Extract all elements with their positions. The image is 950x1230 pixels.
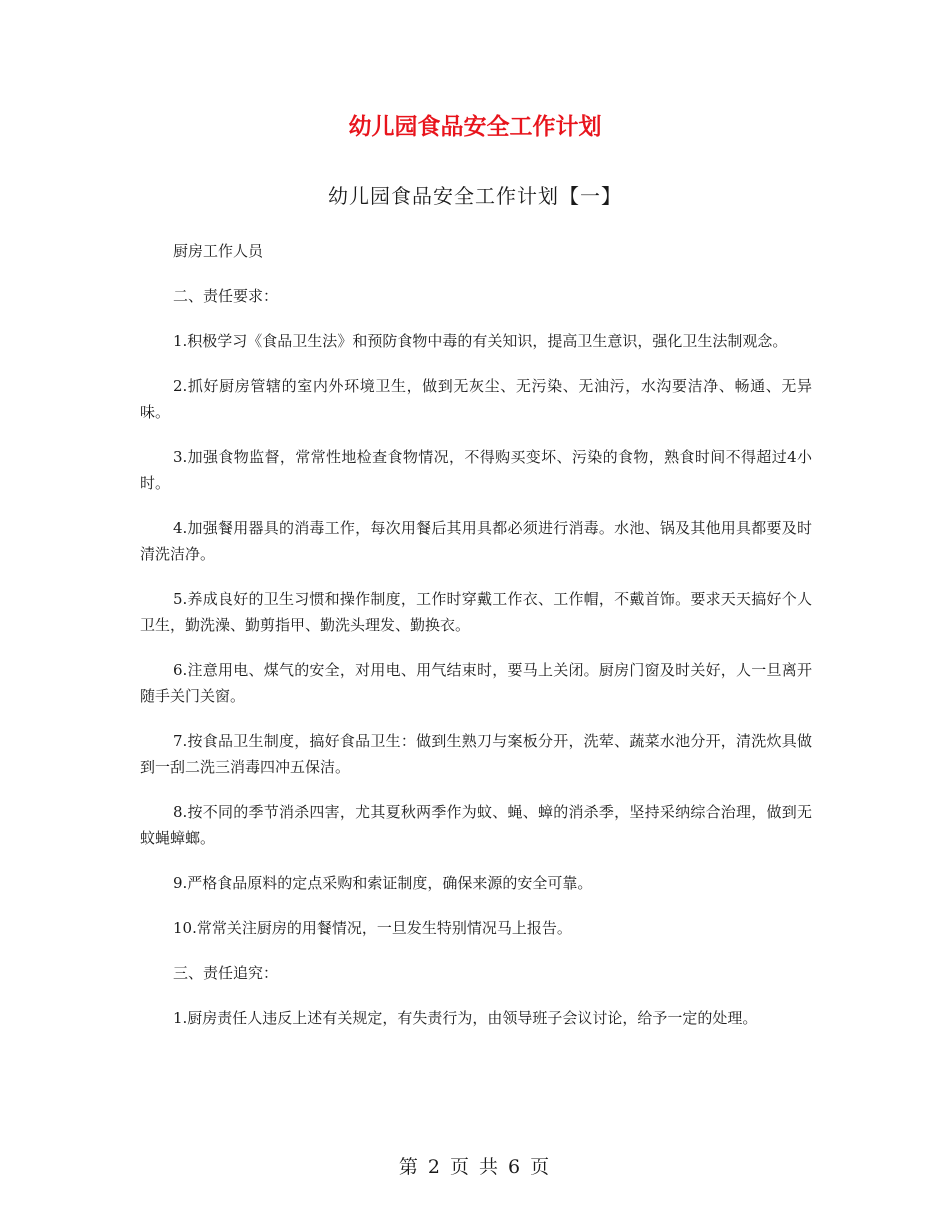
paragraph: 1.厨房责任人违反上述有关规定，有失责行为，由领导班子会议讨论，给予一定的处理。 (173, 1009, 758, 1027)
page-number-footer: 第 2 页 共 6 页 (398, 1156, 552, 1178)
paragraph: 二、责任要求： (173, 287, 279, 305)
section-title: 幼儿园食品安全工作计划【一】 (328, 184, 622, 208)
paragraph: 6.注意用电、煤气的安全，对用电、用气结束时，要马上关闭。厨房门窗及时关好，人一旦离开随手关门关窗。 (140, 661, 812, 705)
paragraph: 10.常常关注厨房的用餐情况，一旦发生特别情况马上报告。 (173, 919, 572, 937)
document-body (140, 238, 812, 1050)
paragraph: 9.严格食品原料的定点采购和索证制度，确保来源的安全可靠。 (173, 874, 593, 892)
document-title: 幼儿园食品安全工作计划 (348, 114, 602, 140)
paragraph: 2.抓好厨房管辖的室内外环境卫生，做到无灰尘、无污染、无油污，水沟要洁净、畅通、无异味。 (140, 377, 812, 421)
paragraph: 3.加强食物监督，常常性地检查食物情况，不得购买变坏、污染的食物，熟食时间不得超过4小时。 (140, 448, 812, 492)
paragraph: 4.加强餐用器具的消毒工作，每次用餐后其用具都必须进行消毒。水池、锅及其他用具都要及时清洗洁净。 (140, 519, 812, 563)
paragraph: 1.积极学习《食品卫生法》和预防食物中毒的有关知识，提高卫生意识，强化卫生法制观念。 (173, 332, 788, 350)
paragraph: 厨房工作人员 (173, 242, 264, 260)
paragraph: 三、责任追究： (173, 964, 279, 982)
paragraph: 8.按不同的季节消杀四害，尤其夏秋两季作为蚊、蝇、蟑的消杀季，坚持采纳综合治理，做到无蚊蝇蟑螂。 (140, 803, 812, 847)
paragraph: 5.养成良好的卫生习惯和操作制度，工作时穿戴工作衣、工作帽，不戴首饰。要求天天搞好个人卫生，勤洗澡、勤剪指甲、勤洗头理发、勤换衣。 (140, 590, 812, 634)
paragraph: 7.按食品卫生制度，搞好食品卫生：做到生熟刀与案板分开，洗荤、蔬菜水池分开，清洗炊具做到一刮二洗三消毒四冲五保洁。 (140, 732, 812, 776)
